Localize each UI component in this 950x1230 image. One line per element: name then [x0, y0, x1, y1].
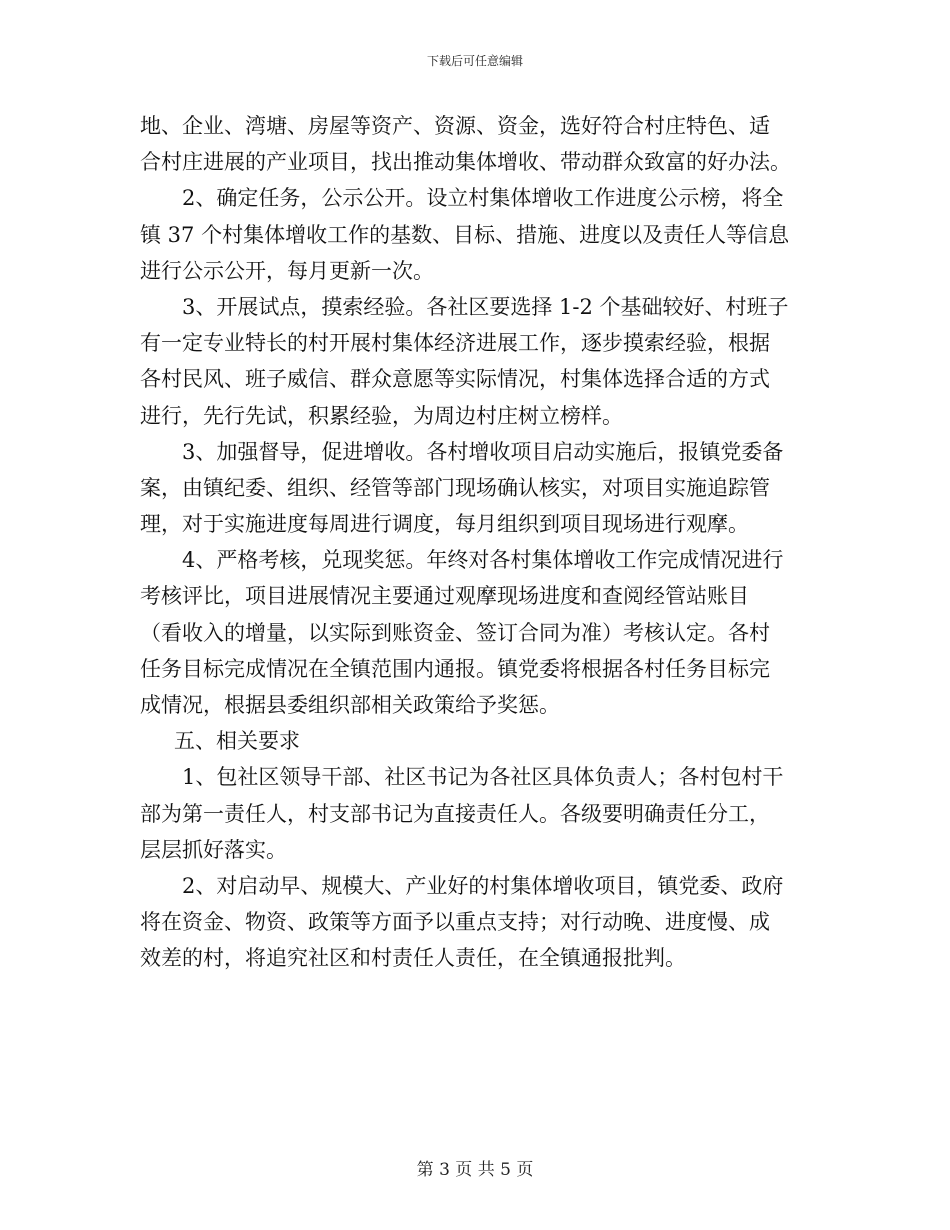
text-line: 任务目标完成情况在全镇范围内通报。镇党委将根据各村任务目标完 [140, 656, 770, 681]
text-line: 4、严格考核，兑现奖惩。年终对各村集体增收工作完成情况进行 [182, 548, 784, 573]
text-line: 3、开展试点，摸索经验。各社区要选择 1-2 个基础较好、村班子 [182, 294, 789, 319]
paragraph [140, 542, 815, 723]
text-line: 进行，先行先试，积累经验，为周边村庄树立榜样。 [140, 403, 623, 428]
text-line: 理，对于实施进度每周进行调度，每月组织到项目现场进行观摩。 [140, 512, 749, 537]
text-line: 2、对启动早、规模大、产业好的村集体增收项目，镇党委、政府 [182, 873, 784, 898]
paragraph [140, 289, 815, 434]
text-line: 进行公示公开，每月更新一次。 [140, 258, 434, 283]
paragraph [140, 434, 815, 543]
text-line: 1、包社区领导干部、社区书记为各社区具体负责人；各村包村干 [182, 765, 784, 790]
text-line: 将在资金、物资、政策等方面予以重点支持；对行动晚、进度慢、成 [140, 910, 770, 935]
text-line: （看收入的增量，以实际到账资金、签订合同为准）考核认定。各村 [140, 620, 770, 645]
text-line: 成情况，根据县委组织部相关政策给予奖惩。 [140, 693, 560, 717]
page-number: 第 3 页 共 5 页 [416, 1160, 534, 1180]
text-line: 地、企业、湾塘、房屋等资产、资源、资金，选好符合村庄特色、适 [140, 114, 770, 138]
paragraph [140, 108, 815, 180]
section-heading [140, 723, 815, 759]
text-line: 层层抓好落实。 [140, 837, 287, 862]
text-line: 3、加强督导，促进增收。各村增收项目启动实施后，报镇党委备 [182, 439, 784, 464]
text-line: 考核评比，项目进展情况主要通过观摩现场进度和查阅经管站账目 [140, 584, 749, 609]
text-line: 有一定专业特长的村开展村集体经济进展工作，逐步摸索经验，根据 [140, 331, 770, 356]
heading-text: 五、相关要求 [174, 729, 300, 754]
text-line: 效差的村，将追究社区和村责任人责任，在全镇通报批判。 [140, 946, 686, 971]
paragraph [140, 180, 815, 289]
text-line: 案，由镇纪委、组织、经管等部门现场确认核实，对项目实施追踪管 [140, 475, 770, 500]
text-line: 各村民风、班子威信、群众意愿等实际情况，村集体选择合适的方式 [140, 367, 770, 392]
document-body [140, 108, 815, 977]
page-header: 下载后可任意编辑 [426, 54, 523, 68]
text-line: 部为第一责任人，村支部书记为直接责任人。各级要明确责任分工， [140, 801, 770, 826]
paragraph [140, 868, 815, 977]
text-line: 2、确定任务，公示公开。设立村集体增收工作进度公示榜，将全 [182, 186, 784, 211]
text-line: 镇 37 个村集体增收工作的基数、目标、措施、进度以及责任人等信息 [140, 222, 790, 247]
text-line: 合村庄进展的产业项目，找出推动集体增收、带动群众致富的好办法。 [140, 150, 791, 175]
paragraph [140, 759, 815, 868]
